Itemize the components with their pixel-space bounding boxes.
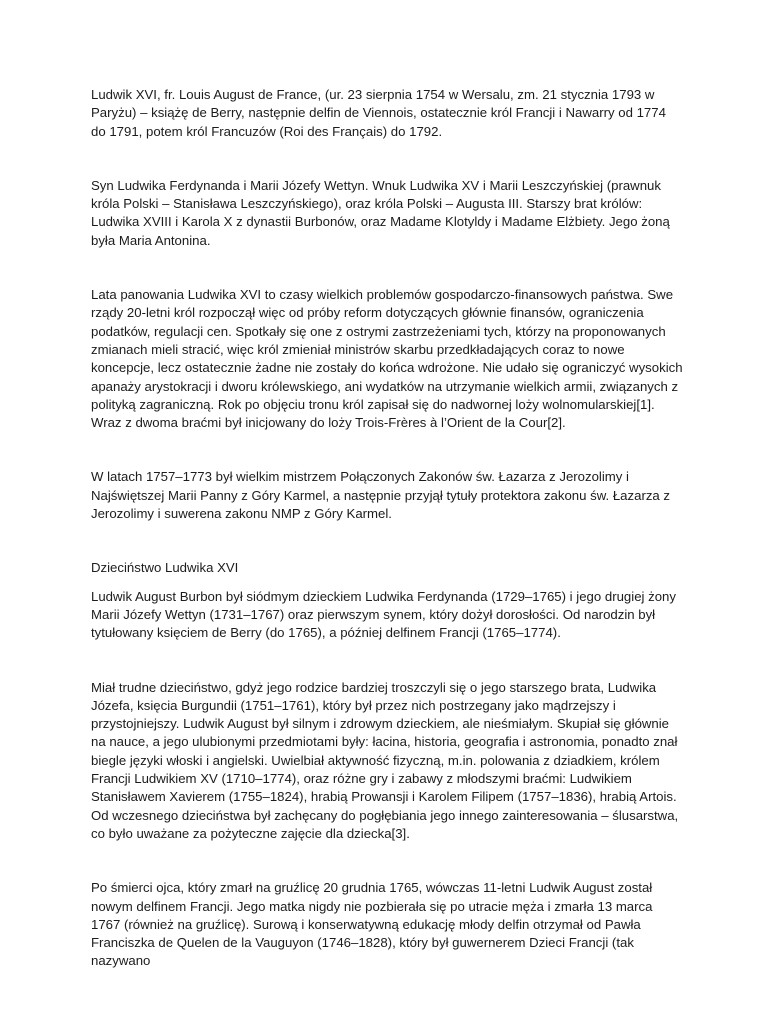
section-heading-childhood: Dzieciństwo Ludwika XVI	[91, 560, 239, 576]
paragraph-birth: Ludwik August Burbon był siódmym dzieckiem Ludwika Ferdynanda (1729–1765) i jego drugiej żony Marii Józefy Wettyn (1731–1767) oraz pierwszym synem, który dożył dorosłości. Od narodzin był tytułowany księciem de Berry (do 1765), a później delfinem Francji (1765–1774).	[91, 588, 676, 641]
paragraph-childhood: Miał trudne dzieciństwo, gdyż jego rodzice bardziej troszczyli się o jego starszego brata, Ludwika Józefa, księcia Burgundii (1751–1761), który był przez nich postrzegany jako mądrzejszy i przystojniejszy. Ludwik August był silnym i zdrowym dzieckiem, ale nieśmiałym. Skupiał się głównie na nauce, a jego ulubionymi przedmiotami były: łacina, historia, geografia i astronomia, ponadto znał biegle języki włoski i angielski. Uwielbiał aktywność fizyczną, m.in. polowania z dziadkiem, królem Francji Ludwikiem XV (1710–1774), oraz różne gry i zabawy z młodszymi braćmi: Ludwikiem Stanisławem Xavierem (1755–1824), hrabią Prowansji i Karolem Filipem (1757–1836), hrabią Artois. Od wczesnego dzieciństwa był zachęcany do pogłębiania jego innego zainteresowania – ślusarstwa, co było uważane za pożyteczne zajęcie dla dziecka[3].	[91, 679, 679, 841]
paragraph-intro: Ludwik XVI, fr. Louis August de France, (ur. 23 sierpnia 1754 w Wersalu, zm. 21 stycznia 1793 w Paryżu) – książę de Berry, następnie delfin de Viennois, ostatecznie król Francji i Nawarry od 1774 do 1791, potem król Francuzów (Roi des Français) do 1792.	[91, 87, 666, 139]
paragraph-orders: W latach 1757–1773 był wielkim mistrzem Połączonych Zakonów św. Łazarza z Jerozolimy i Najświętszej Marii Panny z Góry Karmel, a następnie przyjął tytuły protektora zakonu św. Łazarza z Jerozolimy i suwerena zakonu NMP z Góry Karmel.	[91, 469, 671, 522]
paragraph-family: Syn Ludwika Ferdynanda i Marii Józefy Wettyn. Wnuk Ludwika XV i Marii Leszczyńskiej (prawnuk króla Polski – Stanisława Leszczyńskiego), oraz króla Polski – Augusta III. Starszy brat królów: Ludwika XVIII i Karola X z dynastii Burbonów, oraz Madame Klotyldy i Madame Elżbiety. Jego żoną była Maria Antonina.	[91, 177, 670, 248]
paragraph-dauphin: Po śmierci ojca, który zmarł na gruźlicę 20 grudnia 1765, wówczas 11-letni Ludwik August został nowym delfinem Francji. Jego matka nigdy nie pozbierała się po utracie męża i zmarła 13 marca 1767 (również na gruźlicę). Surową i konserwatywną edukację młody delfin otrzymał od Pawła Franciszka de Quelen de la Vauguyon (1746–1828), który był guwernerem Dzieci Francji (tak nazywano	[91, 880, 653, 969]
paragraph-reign: Lata panowania Ludwika XVI to czasy wielkich problemów gospodarczo-finansowych państwa. Swe rządy 20-letni król rozpoczął więc od próby reform dotyczących głównie finansów, ograniczenia podatków, regulacji cen. Spotkały się one z ostrymi zastrzeżeniami tych, którzy na proponowanych zmianach mieli stracić, więc król zmieniał ministrów skarbu przedkładających coraz to nowe koncepcje, lecz ostatecznie żadne nie zostały do końca wdrożone. Nie udało się ograniczyć wysokich apanaży arystokracji i dworu królewskiego, ani wydatków na utrzymanie wielkich armii, związanych z polityką zagraniczną. Rok po objęciu tronu król zapisał się do nadwornej loży wolnomularskiej[1]. Wraz z dwoma braćmi był inicjowany do loży Trois-Frères à l’Orient de la Cour[2].	[91, 287, 683, 431]
document-body	[91, 86, 683, 971]
